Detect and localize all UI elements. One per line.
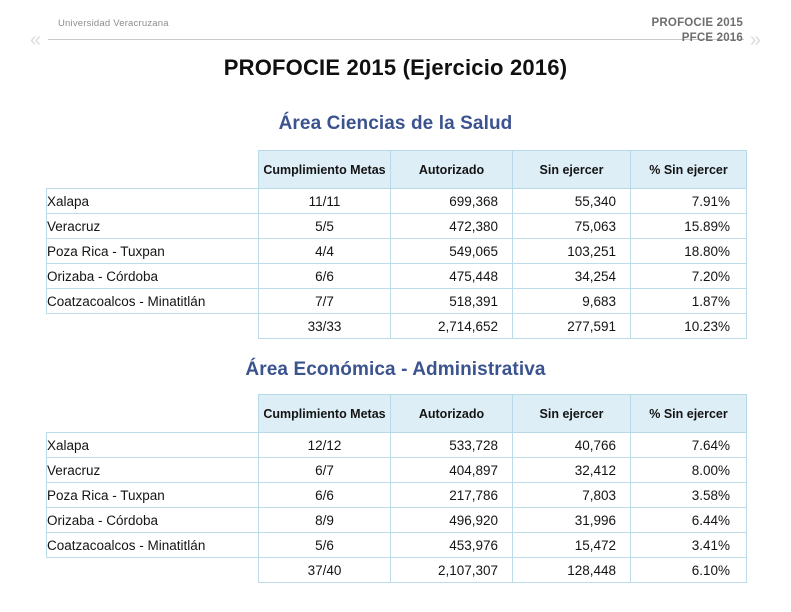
cell-metas: 6/6 bbox=[259, 264, 391, 289]
cell-sin-ejercer: 15,472 bbox=[513, 533, 631, 558]
cell-autorizado: 518,391 bbox=[391, 289, 513, 314]
cell-region: Veracruz bbox=[47, 458, 259, 483]
table-economica-wrapper bbox=[46, 394, 746, 583]
cell-autorizado-total: 2,714,652 bbox=[391, 314, 513, 339]
cell-pct: 15.89% bbox=[631, 214, 747, 239]
cell-metas: 7/7 bbox=[259, 289, 391, 314]
cell-sin-ejercer-total: 128,448 bbox=[513, 558, 631, 583]
cell-metas: 5/5 bbox=[259, 214, 391, 239]
cell-autorizado: 496,920 bbox=[391, 508, 513, 533]
cell-sin-ejercer: 103,251 bbox=[513, 239, 631, 264]
table-row bbox=[47, 239, 747, 264]
table-total-row bbox=[47, 314, 747, 339]
cell-autorizado: 404,897 bbox=[391, 458, 513, 483]
cell-pct: 8.00% bbox=[631, 458, 747, 483]
cell-pct: 3.41% bbox=[631, 533, 747, 558]
cell-metas: 6/7 bbox=[259, 458, 391, 483]
section-heading-salud: Área Ciencias de la Salud bbox=[278, 113, 513, 134]
cell-sin-ejercer-total: 277,591 bbox=[513, 314, 631, 339]
cell-autorizado: 217,786 bbox=[391, 483, 513, 508]
cell-pct-total: 10.23% bbox=[631, 314, 747, 339]
cell-pct: 7.91% bbox=[631, 189, 747, 214]
cell-sin-ejercer: 40,766 bbox=[513, 433, 631, 458]
column-header-region bbox=[47, 151, 259, 189]
cell-region: Orizaba - Córdoba bbox=[47, 264, 259, 289]
table-header-row bbox=[47, 151, 747, 189]
cell-region: Coatzacoalcos - Minatitlán bbox=[47, 289, 259, 314]
table-header-row bbox=[47, 395, 747, 433]
cell-sin-ejercer: 55,340 bbox=[513, 189, 631, 214]
column-header-cumplimiento-metas: Cumplimiento Metas bbox=[259, 151, 391, 189]
column-header-autorizado: Autorizado bbox=[391, 151, 513, 189]
cell-region: Coatzacoalcos - Minatitlán bbox=[47, 533, 259, 558]
table-row bbox=[47, 264, 747, 289]
table-total-row bbox=[47, 558, 747, 583]
cell-region: Orizaba - Córdoba bbox=[47, 508, 259, 533]
cell-autorizado: 472,380 bbox=[391, 214, 513, 239]
column-header-cumplimiento-metas: Cumplimiento Metas bbox=[259, 395, 391, 433]
cell-pct: 6.44% bbox=[631, 508, 747, 533]
cell-pct-total: 6.10% bbox=[631, 558, 747, 583]
table-row bbox=[47, 189, 747, 214]
cell-region: Xalapa bbox=[47, 433, 259, 458]
header-divider bbox=[48, 39, 744, 40]
cell-metas: 12/12 bbox=[259, 433, 391, 458]
cell-metas: 5/6 bbox=[259, 533, 391, 558]
table-economica bbox=[46, 394, 747, 583]
cell-pct: 1.87% bbox=[631, 289, 747, 314]
cell-region: Poza Rica - Tuxpan bbox=[47, 239, 259, 264]
cell-metas-total: 33/33 bbox=[259, 314, 391, 339]
column-header-autorizado: Autorizado bbox=[391, 395, 513, 433]
program-labels bbox=[652, 16, 743, 46]
chevron-right-icon: » bbox=[749, 29, 761, 51]
cell-pct: 3.58% bbox=[631, 483, 747, 508]
cell-sin-ejercer: 75,063 bbox=[513, 214, 631, 239]
column-header-pct-sin-ejercer: % Sin ejercer bbox=[631, 151, 747, 189]
table-row bbox=[47, 533, 747, 558]
cell-region: Xalapa bbox=[47, 189, 259, 214]
section-heading-economica: Área Económica - Administrativa bbox=[245, 359, 546, 380]
cell-sin-ejercer: 34,254 bbox=[513, 264, 631, 289]
table-row bbox=[47, 433, 747, 458]
column-header-sin-ejercer: Sin ejercer bbox=[513, 151, 631, 189]
column-header-region bbox=[47, 395, 259, 433]
cell-autorizado: 475,448 bbox=[391, 264, 513, 289]
university-label: Universidad Veracruzana bbox=[58, 18, 169, 29]
table-salud bbox=[46, 150, 747, 339]
column-header-pct-sin-ejercer: % Sin ejercer bbox=[631, 395, 747, 433]
cell-pct: 7.20% bbox=[631, 264, 747, 289]
cell-autorizado-total: 2,107,307 bbox=[391, 558, 513, 583]
cell-region-total bbox=[47, 314, 259, 339]
cell-autorizado: 699,368 bbox=[391, 189, 513, 214]
cell-metas: 8/9 bbox=[259, 508, 391, 533]
table-row bbox=[47, 483, 747, 508]
table-salud-wrapper bbox=[46, 150, 746, 339]
table-row bbox=[47, 508, 747, 533]
cell-metas-total: 37/40 bbox=[259, 558, 391, 583]
cell-autorizado: 533,728 bbox=[391, 433, 513, 458]
program-label-pfce: PFCE 2016 bbox=[681, 32, 743, 44]
table-row bbox=[47, 289, 747, 314]
cell-metas: 4/4 bbox=[259, 239, 391, 264]
cell-sin-ejercer: 32,412 bbox=[513, 458, 631, 483]
cell-region: Veracruz bbox=[47, 214, 259, 239]
cell-pct: 18.80% bbox=[631, 239, 747, 264]
cell-region: Poza Rica - Tuxpan bbox=[47, 483, 259, 508]
cell-autorizado: 453,976 bbox=[391, 533, 513, 558]
page-title: PROFOCIE 2015 (Ejercicio 2016) bbox=[223, 55, 568, 80]
table-row bbox=[47, 214, 747, 239]
column-header-sin-ejercer: Sin ejercer bbox=[513, 395, 631, 433]
slide-header bbox=[0, 0, 791, 52]
cell-sin-ejercer: 9,683 bbox=[513, 289, 631, 314]
cell-metas: 6/6 bbox=[259, 483, 391, 508]
cell-autorizado: 549,065 bbox=[391, 239, 513, 264]
table-row bbox=[47, 458, 747, 483]
cell-pct: 7.64% bbox=[631, 433, 747, 458]
cell-region-total bbox=[47, 558, 259, 583]
cell-metas: 11/11 bbox=[259, 189, 391, 214]
cell-sin-ejercer: 31,996 bbox=[513, 508, 631, 533]
program-label-profocie: PROFOCIE 2015 bbox=[651, 17, 743, 29]
chevron-left-icon: « bbox=[30, 29, 42, 51]
cell-sin-ejercer: 7,803 bbox=[513, 483, 631, 508]
